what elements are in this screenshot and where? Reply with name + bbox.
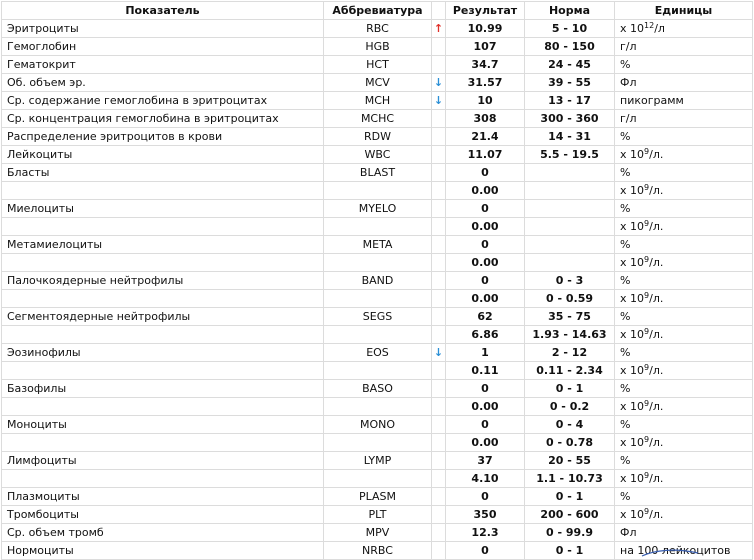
table-row [2,254,753,272]
flag-cell [432,128,446,146]
norm-range: 0 - 0.78 [525,434,615,452]
abbreviation [324,398,432,416]
abbreviation [324,434,432,452]
norm-range: 2 - 12 [525,344,615,362]
unit-cell [615,254,753,272]
norm-range: 0 - 1 [525,380,615,398]
flag-cell [432,380,446,398]
unit-base: % [620,382,631,395]
indicator-name: Эритроциты [2,20,324,38]
table-row [2,56,753,74]
lab-results-table [1,1,753,560]
unit-exponent: 9 [644,327,650,336]
unit-base: x 10 [620,436,645,449]
unit-base: % [620,418,631,431]
abbreviation [324,182,432,200]
indicator-name: Ср. содержание гемоглобина в эритроцитах [2,92,324,110]
flag-cell [432,218,446,236]
result-value: 0.00 [446,434,525,452]
result-value: 0 [446,416,525,434]
unit-base: Фл [620,526,637,539]
indicator-name: Лейкоциты [2,146,324,164]
table-row [2,164,753,182]
result-value: 0.00 [446,254,525,272]
table-row [2,416,753,434]
unit-exponent: 12 [644,21,655,30]
unit-cell [615,416,753,434]
unit-tail: /л. [649,292,664,305]
table-row [2,182,753,200]
indicator-name: Нормоциты [2,542,324,560]
indicator-name: Гемоглобин [2,38,324,56]
unit-tail: /л. [649,436,664,449]
flag-cell [432,398,446,416]
table-row [2,218,753,236]
unit-base: % [620,310,631,323]
flag-cell [432,542,446,560]
indicator-name: Палочкоядерные нейтрофилы [2,272,324,290]
flag-cell [432,254,446,272]
flag-cell [432,470,446,488]
result-value: 4.10 [446,470,525,488]
table-body [2,20,753,560]
abbreviation: RBC [324,20,432,38]
result-value: 0 [446,164,525,182]
table-row [2,146,753,164]
table-row [2,326,753,344]
norm-range [525,200,615,218]
unit-base: % [620,274,631,287]
indicator-name: Метамиелоциты [2,236,324,254]
abbreviation: LYMP [324,452,432,470]
unit-cell [615,434,753,452]
table-row [2,20,753,38]
abbreviation: MONO [324,416,432,434]
result-value: 350 [446,506,525,524]
header-abbr: Аббревиатура [324,2,432,20]
unit-base: Фл [620,76,637,89]
arrow-down-icon: ↓ [432,92,446,110]
result-value: 62 [446,308,525,326]
abbreviation [324,290,432,308]
abbreviation: NRBC [324,542,432,560]
unit-exponent: 9 [644,255,650,264]
unit-base: на 100 лейкоцитов [620,544,731,557]
indicator-name: Тромбоциты [2,506,324,524]
header-result: Результат [446,2,525,20]
unit-exponent: 9 [644,219,650,228]
norm-range: 200 - 600 [525,506,615,524]
indicator-name: Моноциты [2,416,324,434]
indicator-name: Плазмоциты [2,488,324,506]
result-value: 6.86 [446,326,525,344]
header-units: Единицы [615,2,753,20]
table-row [2,506,753,524]
result-value: 34.7 [446,56,525,74]
flag-cell [432,416,446,434]
norm-range [525,182,615,200]
flag-cell [432,452,446,470]
unit-exponent: 9 [644,399,650,408]
flag-cell [432,182,446,200]
flag-cell [432,362,446,380]
abbreviation: HCT [324,56,432,74]
table-row [2,272,753,290]
norm-range: 5 - 10 [525,20,615,38]
table-row [2,308,753,326]
unit-tail: /л. [649,364,664,377]
unit-base: % [620,202,631,215]
indicator-name [2,218,324,236]
abbreviation: BLAST [324,164,432,182]
unit-exponent: 9 [644,183,650,192]
table-row [2,524,753,542]
table-row [2,92,753,110]
header-indicator: Показатель [2,2,324,20]
unit-cell [615,20,753,38]
flag-cell [432,236,446,254]
unit-base: % [620,58,631,71]
table-row [2,398,753,416]
result-value: 0 [446,272,525,290]
flag-cell [432,146,446,164]
norm-range: 1.1 - 10.73 [525,470,615,488]
arrow-down-icon: ↓ [432,344,446,362]
unit-base: x 10 [620,508,645,521]
norm-range [525,218,615,236]
flag-cell [432,290,446,308]
result-value: 0.00 [446,182,525,200]
pen-mark [640,547,700,557]
norm-range: 0 - 0.59 [525,290,615,308]
unit-tail: /л. [649,184,664,197]
result-value: 0 [446,542,525,560]
unit-base: x 10 [620,472,645,485]
abbreviation: MCH [324,92,432,110]
norm-range [525,236,615,254]
unit-base: x 10 [620,328,645,341]
norm-range: 80 - 150 [525,38,615,56]
unit-base: % [620,346,631,359]
unit-base: x 10 [620,256,645,269]
table-row [2,290,753,308]
flag-cell [432,488,446,506]
abbreviation [324,362,432,380]
unit-base: x 10 [620,400,645,413]
unit-base: x 10 [620,148,645,161]
unit-cell [615,218,753,236]
table-row [2,200,753,218]
result-value: 10.99 [446,20,525,38]
flag-cell [432,164,446,182]
unit-cell [615,74,753,92]
result-value: 0 [446,236,525,254]
header-norm: Норма [525,2,615,20]
table-row [2,470,753,488]
unit-exponent: 9 [644,435,650,444]
norm-range: 0.11 - 2.34 [525,362,615,380]
unit-exponent: 9 [644,147,650,156]
flag-cell [432,308,446,326]
abbreviation: SEGS [324,308,432,326]
unit-exponent: 9 [644,363,650,372]
abbreviation: WBC [324,146,432,164]
abbreviation: BASO [324,380,432,398]
indicator-name: Базофилы [2,380,324,398]
abbreviation [324,218,432,236]
unit-exponent: 9 [644,507,650,516]
indicator-name: Об. объем эр. [2,74,324,92]
unit-tail: /л. [649,472,664,485]
result-value: 0.00 [446,218,525,236]
unit-tail: /л. [649,256,664,269]
unit-tail: /л. [649,220,664,233]
unit-cell [615,452,753,470]
result-value: 107 [446,38,525,56]
result-value: 0 [446,200,525,218]
norm-range: 0 - 0.2 [525,398,615,416]
unit-cell [615,362,753,380]
indicator-name: Гематокрит [2,56,324,74]
result-value: 0 [446,380,525,398]
arrow-up-icon: ↑ [432,20,446,38]
flag-cell [432,434,446,452]
result-value: 308 [446,110,525,128]
unit-base: % [620,454,631,467]
indicator-name: Ср. объем тромб [2,524,324,542]
unit-exponent: 9 [644,291,650,300]
unit-base: x 10 [620,22,645,35]
unit-cell [615,164,753,182]
norm-range: 39 - 55 [525,74,615,92]
table-row [2,344,753,362]
flag-cell [432,326,446,344]
unit-cell [615,38,753,56]
indicator-name: Миелоциты [2,200,324,218]
abbreviation: HGB [324,38,432,56]
norm-range: 14 - 31 [525,128,615,146]
result-value: 10 [446,92,525,110]
abbreviation: EOS [324,344,432,362]
table-row [2,38,753,56]
result-value: 11.07 [446,146,525,164]
result-value: 12.3 [446,524,525,542]
flag-cell [432,110,446,128]
norm-range: 24 - 45 [525,56,615,74]
norm-range: 0 - 4 [525,416,615,434]
unit-cell [615,128,753,146]
unit-tail: /л [654,22,665,35]
abbreviation: RDW [324,128,432,146]
unit-cell [615,308,753,326]
result-value: 0.00 [446,398,525,416]
table-row [2,362,753,380]
norm-range: 0 - 1 [525,488,615,506]
flag-cell [432,200,446,218]
indicator-name: Эозинофилы [2,344,324,362]
table-header-row [2,2,753,20]
norm-range: 20 - 55 [525,452,615,470]
abbreviation [324,254,432,272]
table-row [2,128,753,146]
unit-cell [615,110,753,128]
unit-cell [615,398,753,416]
indicator-name [2,362,324,380]
unit-cell [615,344,753,362]
unit-tail: /л. [649,400,664,413]
table-row [2,236,753,254]
result-value: 21.4 [446,128,525,146]
unit-cell [615,524,753,542]
norm-range: 35 - 75 [525,308,615,326]
norm-range [525,164,615,182]
indicator-name [2,290,324,308]
abbreviation: MCHC [324,110,432,128]
table-row [2,380,753,398]
abbreviation [324,326,432,344]
indicator-name [2,398,324,416]
result-value: 0.11 [446,362,525,380]
norm-range: 300 - 360 [525,110,615,128]
unit-cell [615,92,753,110]
indicator-name [2,254,324,272]
unit-cell [615,488,753,506]
abbreviation [324,470,432,488]
unit-base: % [620,490,631,503]
flag-cell [432,38,446,56]
flag-cell [432,56,446,74]
unit-base: г/л [620,112,637,125]
unit-cell [615,200,753,218]
norm-range: 1.93 - 14.63 [525,326,615,344]
unit-cell [615,470,753,488]
unit-exponent: 9 [644,471,650,480]
unit-cell [615,272,753,290]
unit-tail: /л. [649,508,664,521]
unit-cell [615,380,753,398]
table-row [2,434,753,452]
indicator-name: Бласты [2,164,324,182]
unit-base: пикограмм [620,94,684,107]
unit-cell [615,290,753,308]
flag-cell [432,272,446,290]
table-row [2,452,753,470]
indicator-name: Лимфоциты [2,452,324,470]
unit-base: % [620,130,631,143]
norm-range [525,254,615,272]
indicator-name [2,470,324,488]
unit-cell [615,326,753,344]
abbreviation: PLT [324,506,432,524]
flag-cell [432,524,446,542]
arrow-down-icon: ↓ [432,74,446,92]
flag-cell [432,506,446,524]
abbreviation: META [324,236,432,254]
abbreviation: MPV [324,524,432,542]
unit-base: x 10 [620,364,645,377]
unit-tail: /л. [649,148,664,161]
result-value: 0 [446,488,525,506]
unit-base: % [620,238,631,251]
table-row [2,74,753,92]
norm-range: 5.5 - 19.5 [525,146,615,164]
result-value: 1 [446,344,525,362]
unit-tail: /л. [649,328,664,341]
abbreviation: BAND [324,272,432,290]
table-row [2,110,753,128]
abbreviation: MYELO [324,200,432,218]
indicator-name: Сегментоядерные нейтрофилы [2,308,324,326]
norm-range: 0 - 1 [525,542,615,560]
unit-base: x 10 [620,184,645,197]
unit-base: x 10 [620,292,645,305]
unit-cell [615,506,753,524]
norm-range: 0 - 99.9 [525,524,615,542]
norm-range: 13 - 17 [525,92,615,110]
unit-base: % [620,166,631,179]
unit-cell [615,182,753,200]
unit-base: x 10 [620,220,645,233]
indicator-name: Ср. концентрация гемоглобина в эритроцитах [2,110,324,128]
abbreviation: MCV [324,74,432,92]
norm-range: 0 - 3 [525,272,615,290]
indicator-name: Распределение эритроцитов в крови [2,128,324,146]
result-value: 0.00 [446,290,525,308]
result-value: 31.57 [446,74,525,92]
unit-cell [615,146,753,164]
unit-cell [615,236,753,254]
unit-cell [615,56,753,74]
indicator-name [2,434,324,452]
table-row [2,488,753,506]
abbreviation: PLASM [324,488,432,506]
unit-base: г/л [620,40,637,53]
indicator-name [2,326,324,344]
result-value: 37 [446,452,525,470]
indicator-name [2,182,324,200]
lab-results-sheet [1,1,753,560]
header-flag [432,2,446,20]
